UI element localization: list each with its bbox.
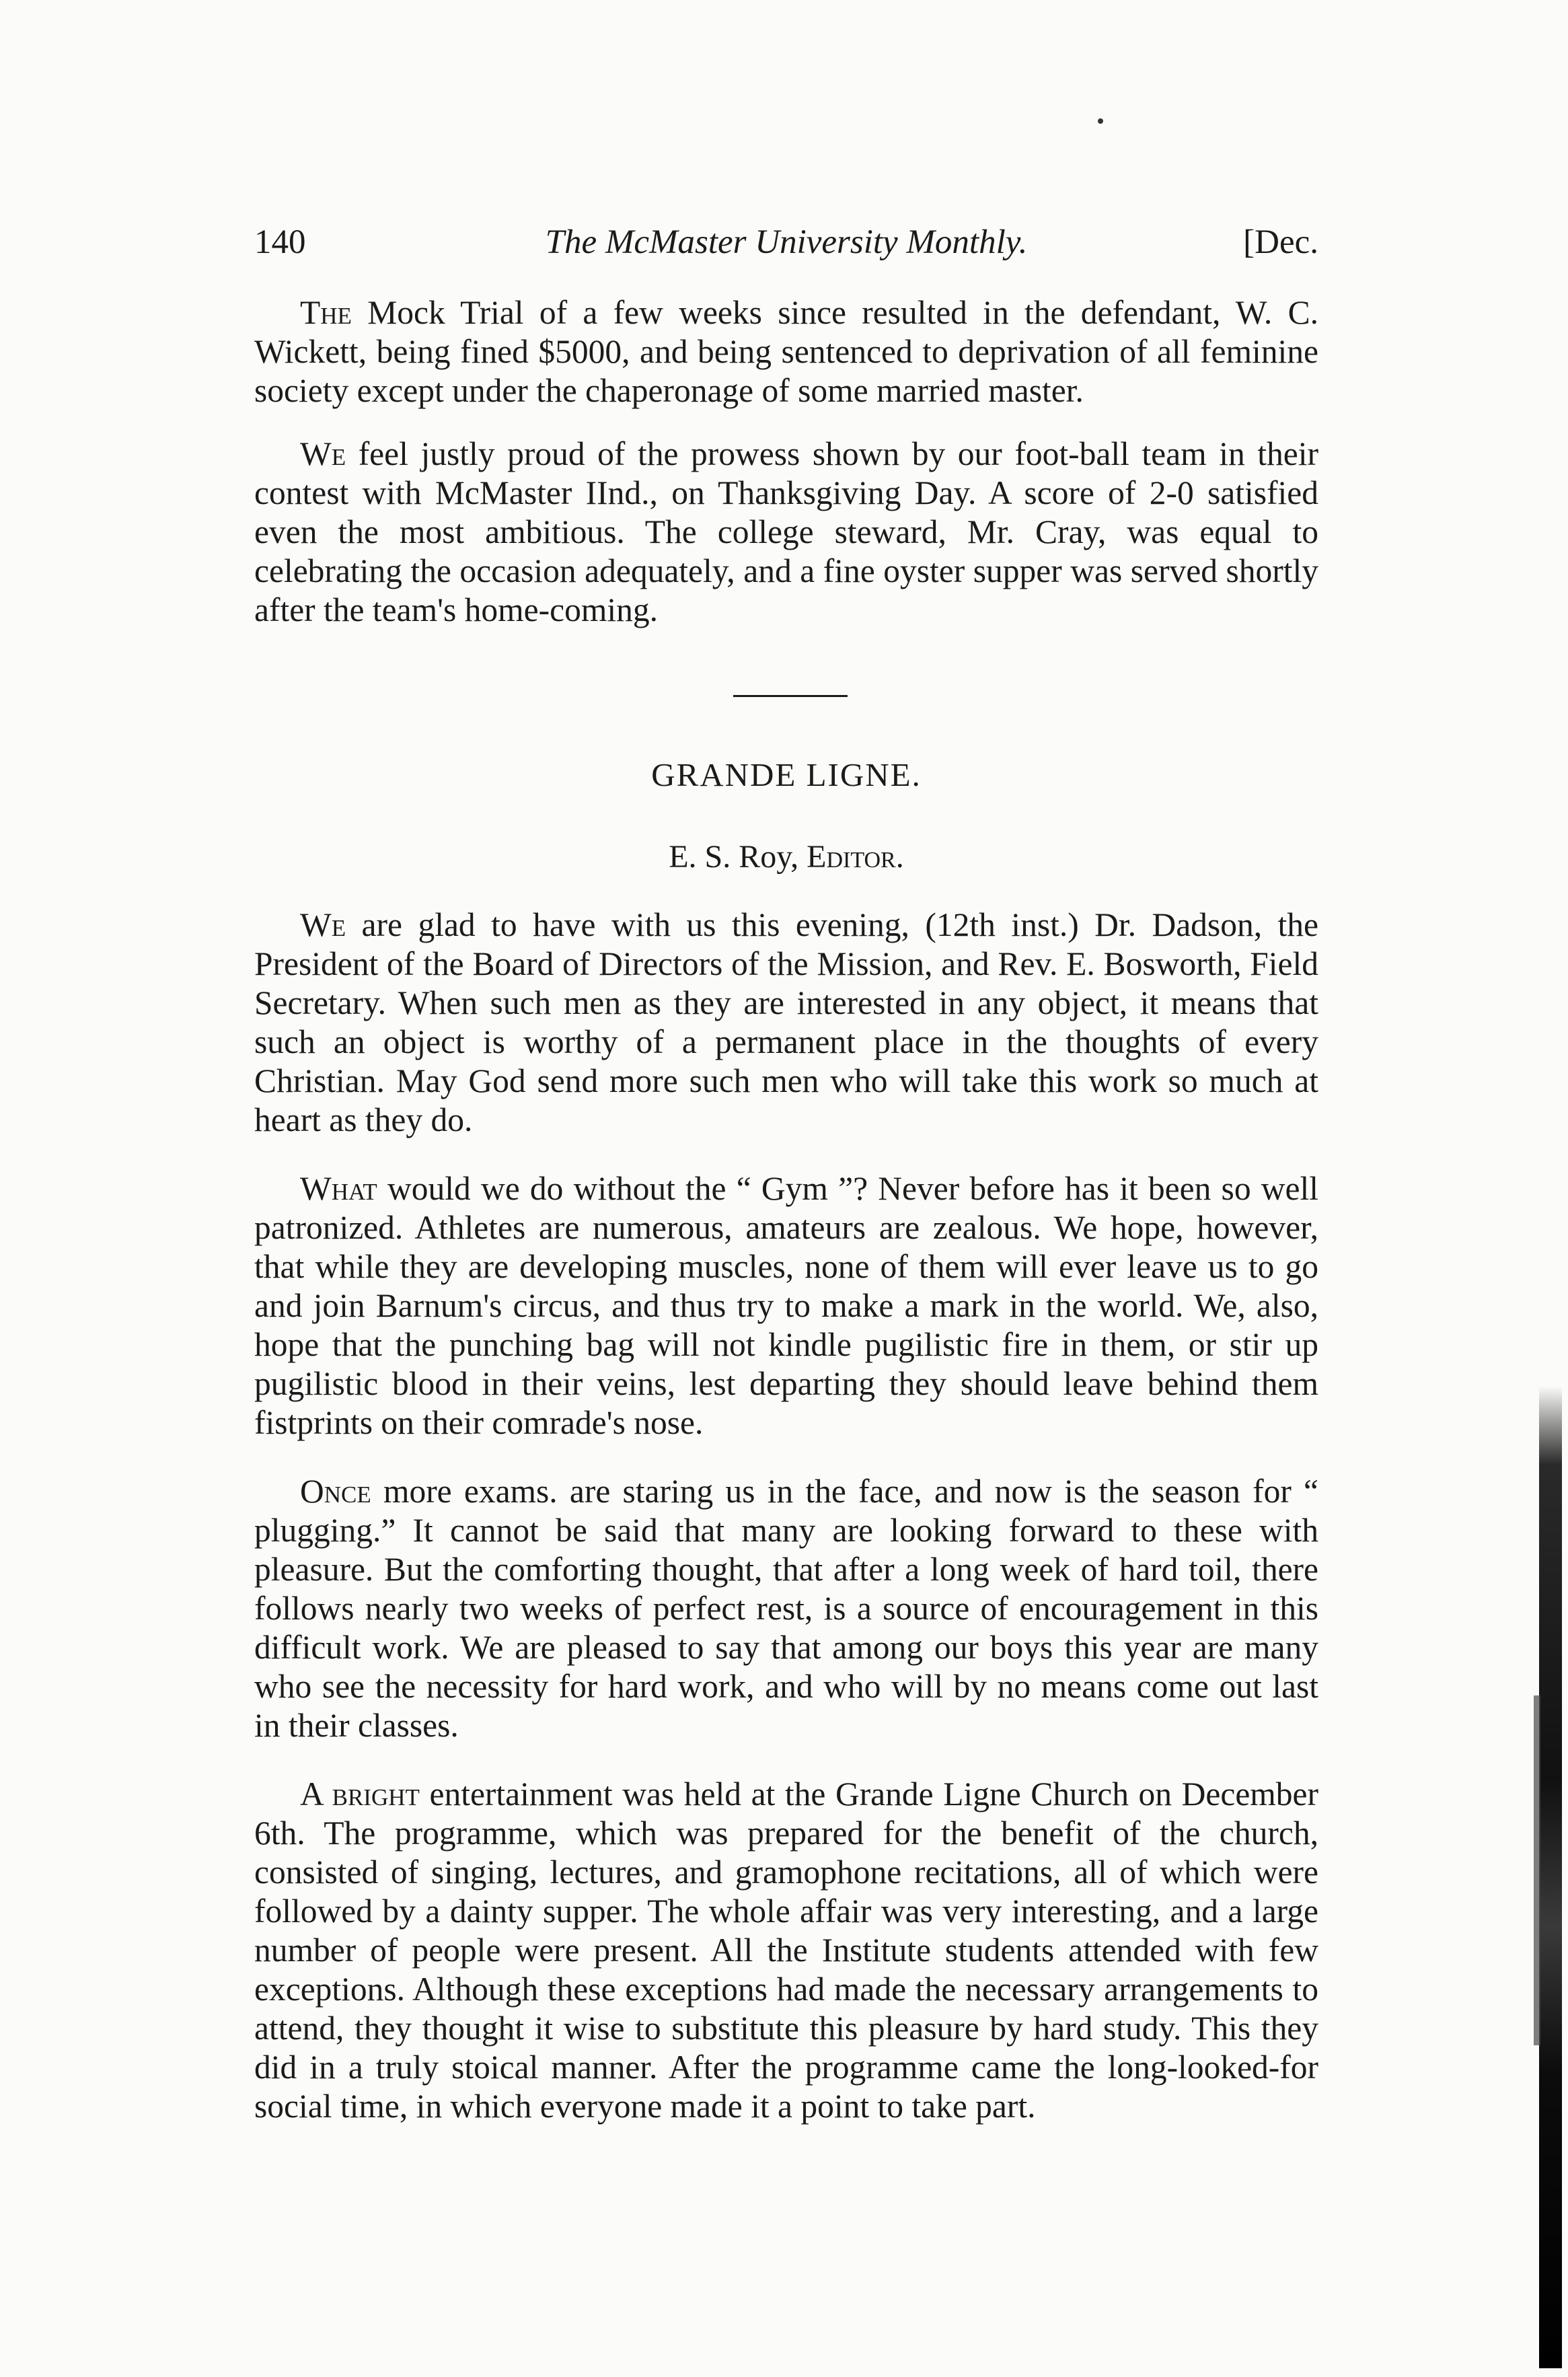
scan-edge-shadow: [1539, 1386, 1562, 2368]
paragraph-gym: [254, 1169, 1318, 1442]
paragraph-text: are glad to have with us this evening, (12th inst.) Dr. Dadson, the President of the Board of Directors of the Mission, and Rev. E. Bosworth, Field Secretary. When such men as they are interested in any object, it means that such an object is worthy of a permanent place in the thoughts of every Christian. May God send more such men who will take this work so much at heart as they do.: [254, 906, 1318, 1138]
journal-title: The McMaster University Monthly.: [545, 223, 1028, 261]
editor-role: Editor.: [807, 839, 904, 875]
lead-word: Once: [300, 1473, 371, 1510]
paragraph-visitors: [254, 906, 1318, 1140]
paragraph-text: entertainment was held at the Grande Ligne Church on December 6th. The programme, which was prepared for the benefit of the church, consisted of singing, lectures, and gramophone recitations, all of which were followed by a dainty supper. The whole affair was very interesting, and a large number of people were present. All the Institute students attended with few exceptions. Although these exceptions had made the necessary arrangements to attend, they thought it wise to substitute this pleasure by hard study. This they did in a truly stoical manner. After the programme came the long-looked-for social time, in which everyone made it a point to take part.: [254, 1776, 1319, 2125]
section-divider: [733, 695, 848, 697]
paragraph-exams: [254, 1472, 1318, 1745]
scan-edge-texture: [1534, 1695, 1540, 2045]
paragraph-text: feel justly proud of the prowess shown by our foot-ball team in their contest with McMaster IInd., on Thanksgiving Day. A score of 2-0 satisfied even the most ambitious. The college steward, Mr. Cray, was equal to celebrating the occasion adequately, and a fine oyster supper was served shortly after the team's home-coming.: [254, 435, 1318, 628]
paragraph-football: [254, 435, 1318, 630]
section-heading: GRANDE LIGNE.: [651, 756, 922, 793]
paragraph-text: Mock Trial of a few weeks since resulted in the defendant, W. C. Wickett, being fined $5000, and being sentenced to deprivation of all feminine society except under the chaperonage of some married master.: [254, 294, 1318, 409]
section-byline: [254, 837, 1318, 877]
paragraph-text: more exams. are staring us in the face, and now is the season for “ plugging.” It cannot be said that many are looking forward to these with pleasure. But the comforting thought, that after a long week of hard toil, there follows nearly two weeks of perfect rest, is a source of encouragement in this difficult work. We are pleased to say that among our boys this year are many who see the necessity for hard work, and who will by no means come out last in their classes.: [254, 1473, 1318, 1744]
grande-ligne-section: [254, 906, 1318, 2126]
page-number: 140: [254, 223, 306, 261]
paragraph-mock-trial: [254, 293, 1318, 410]
lead-word: A bright: [300, 1776, 420, 1813]
top-section: [254, 293, 1318, 630]
paragraph-entertainment: [254, 1775, 1318, 2126]
lead-word: The: [300, 294, 352, 331]
lead-word: What: [300, 1170, 377, 1207]
paragraph-text: would we do without the “ Gym ”? Never before has it been so well patronized. Athletes are numerous, amateurs are zealous. We hope, however, that while they are developing muscles, none of them will ever leave us to go and join Barnum's circus, and thus try to make a mark in the world. We, also, hope that the punching bag will not kindle pugilistic fire in them, or stir up pugilistic blood in their veins, lest departing they should leave behind them fistprints on their comrade's nose.: [254, 1170, 1318, 1441]
running-header: [254, 215, 1318, 269]
issue-month: [Dec.: [1243, 223, 1318, 261]
print-speck: [1098, 118, 1103, 124]
lead-word: We: [300, 435, 346, 472]
editor-name: E. S. Roy,: [669, 839, 799, 875]
lead-word: We: [300, 906, 346, 943]
